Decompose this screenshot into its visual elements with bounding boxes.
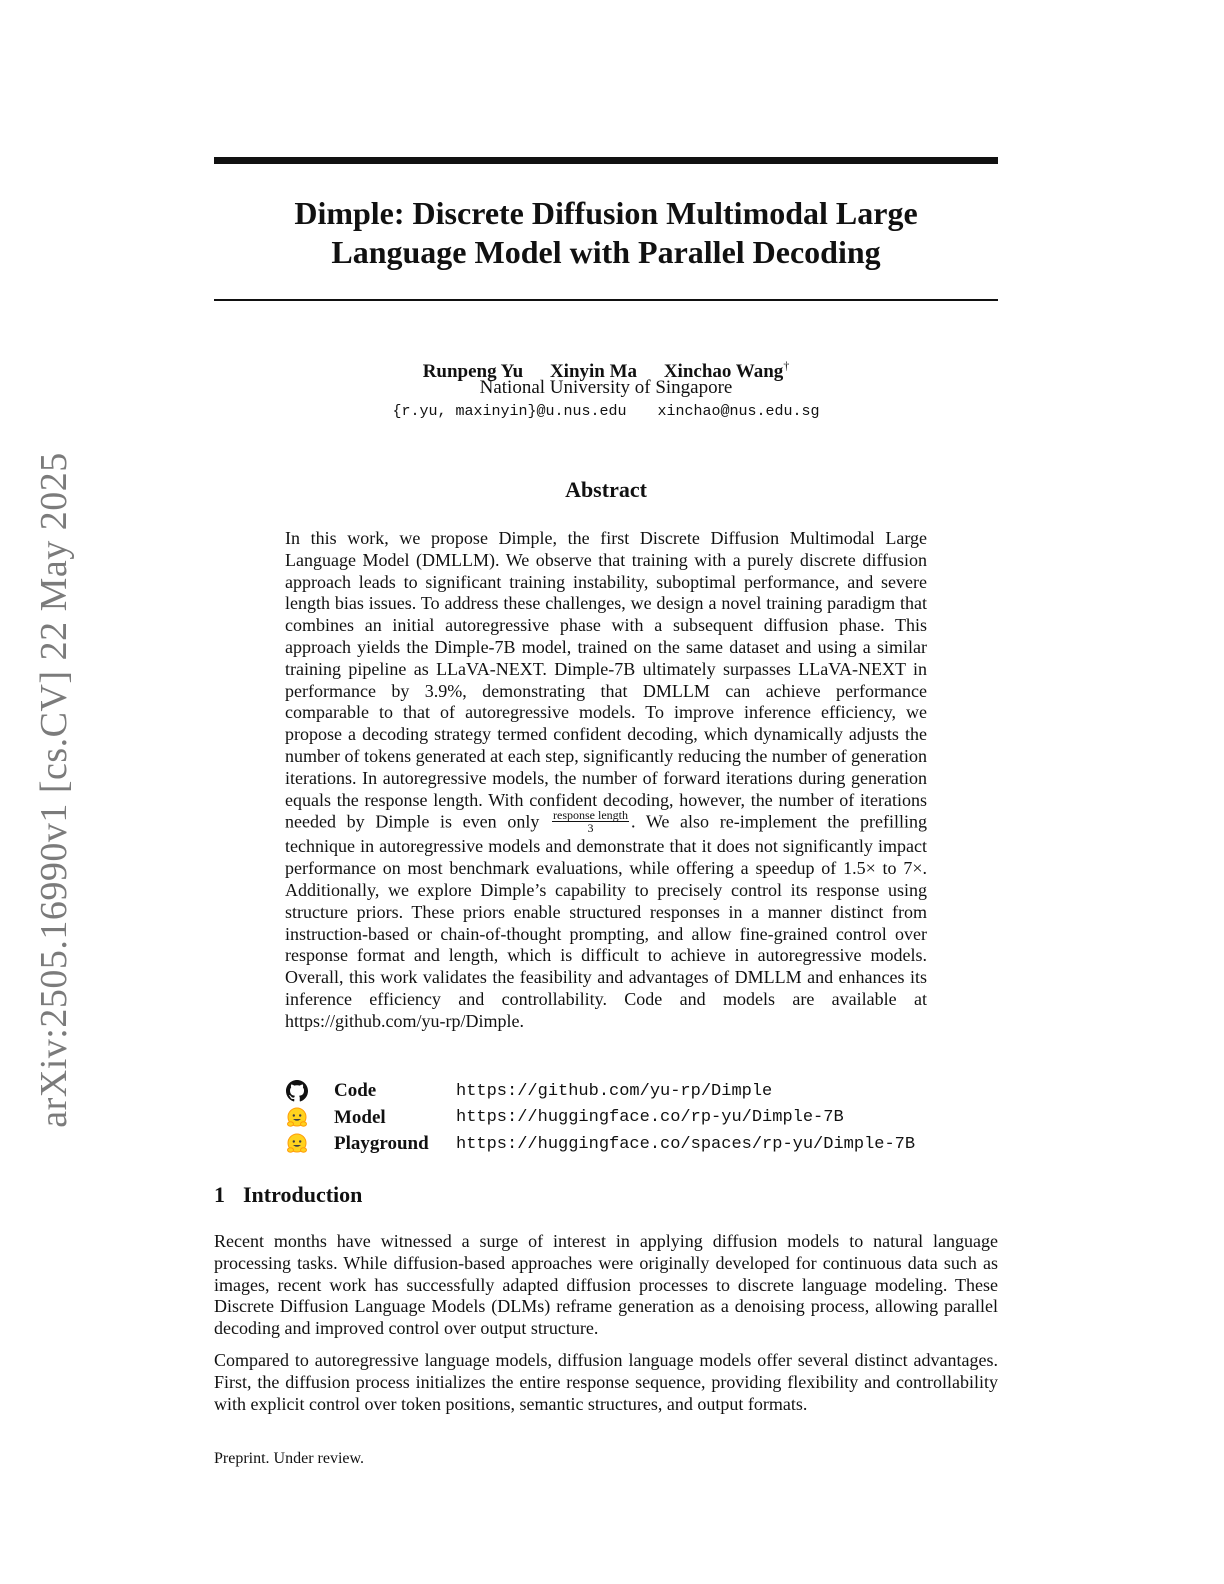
section-number: 1 [214, 1182, 225, 1207]
link-row-code [286, 1078, 915, 1105]
affiliation: National University of Singapore [479, 377, 733, 398]
link-url[interactable]: https://github.com/yu-rp/Dimple [456, 1081, 773, 1101]
abstract-heading: Abstract [565, 477, 647, 502]
title-bottom-rule [214, 299, 998, 301]
abstract-text [285, 528, 927, 1033]
github-icon [286, 1080, 312, 1102]
intro-paragraph-1: Recent months have witnessed a surge of interest in applying diffusion models to natural language processing tasks. While diffusion-based approaches were originally developed for continuous data such as images, recent work has successfully adapted diffusion processes to discrete language modeling. These Discrete Diffusion Language Models (DLMs) reframe generation as a denoising process, allowing parallel decoding and improved control over output structure. [214, 1231, 998, 1339]
huggingface-icon [286, 1133, 312, 1155]
author-name: Runpeng Yu [422, 361, 524, 383]
section-title: Introduction [243, 1182, 363, 1207]
abstract-text-part-1: In this work, we propose Dimple, the first Discrete Diffusion Multimodal Large Language Model (DMLLM). We observe that training with a purely discrete diffusion approach leads to significant training instability, suboptimal performance, and severe length bias issues. To address these challenges, we design a novel training paradigm that combines an initial autoregressive phase with a subsequent diffusion phase. This approach yields the Dimple-7B model, trained on the same dataset and using a similar training pipeline as LLaVA-NEXT. Dimple-7B ultimately surpasses LLaVA-NEXT in performance by 3.9%, demonstrating that DMLLM can achieve performance comparable to that of autoregressive models. To improve inference efficiency, we propose a decoding strategy termed confident decoding, which dynamically adjusts the number of tokens generated at each step, significantly reducing the number of generation iterations. In autoregressive models, the number of forward iterations during generation equals the response length. With confident decoding, however, the number of iterations needed by Dimple is even only [285, 528, 927, 832]
link-url[interactable]: https://huggingface.co/rp-yu/Dimple-7B [456, 1108, 844, 1128]
arxiv-sidebar [24, 440, 84, 1140]
title-top-rule [214, 157, 998, 164]
corresponding-dagger: † [783, 359, 790, 373]
email-address[interactable]: xinchao@nus.edu.sg [657, 403, 820, 420]
title-line-1: Dimple: Discrete Diffusion Multimodal Large [294, 195, 918, 231]
fraction-response-length [552, 809, 629, 834]
author-name: Xinyin Ma [549, 361, 638, 383]
title-line-2: Language Model with Parallel Decoding [331, 234, 881, 270]
abstract-text-part-2: . We also re-implement the prefilling technique in autoregressive models and demonstrate that it does not significantly impact performance on most benchmark evaluations, while offering a speedup of 1.5× to 7×. Additionally, we explore Dimple’s capability to precisely control its response using structure priors. These priors enable structured responses in a manner distinct from instruction-based or chain-of-thought prompting, and allow fine-grained control over response format and length, which is difficult to achieve in autoregressive models. Overall, this work validates the feasibility and advantages of DMLLM and enhances its inference efficiency and controllability. Code and models are available at https://github.com/yu-rp/Dimple. [285, 811, 928, 1031]
author-name: Xinchao Wang† [663, 359, 790, 383]
author-emails [214, 402, 998, 422]
fraction-numerator: response length [553, 808, 628, 823]
link-label: Code [334, 1080, 377, 1102]
link-row-playground [286, 1131, 915, 1158]
link-label: Model [334, 1106, 386, 1128]
arxiv-identifier: arXiv:2505.16990v1 [cs.CV] 22 May 2025 [33, 452, 75, 1128]
huggingface-icon [286, 1107, 312, 1129]
link-row-model [286, 1105, 915, 1132]
email-address[interactable]: {r.yu, maxinyin}@u.nus.edu [392, 403, 627, 420]
intro-paragraph-2: Compared to autoregressive language models, diffusion language models offer several distinct advantages. First, the diffusion process initializes the entire response sequence, providing flexibility and controllability with explicit control over token positions, semantic structures, and output formats. [214, 1350, 998, 1414]
preprint-footer: Preprint. Under review. [214, 1450, 365, 1467]
fraction-denominator: 3 [587, 821, 594, 836]
resource-links [286, 1078, 915, 1158]
link-url[interactable]: https://huggingface.co/spaces/rp-yu/Dimple-7B [456, 1134, 916, 1154]
section-heading-introduction [214, 1182, 362, 1208]
paper-title [214, 194, 998, 272]
link-label: Playground [334, 1133, 429, 1155]
